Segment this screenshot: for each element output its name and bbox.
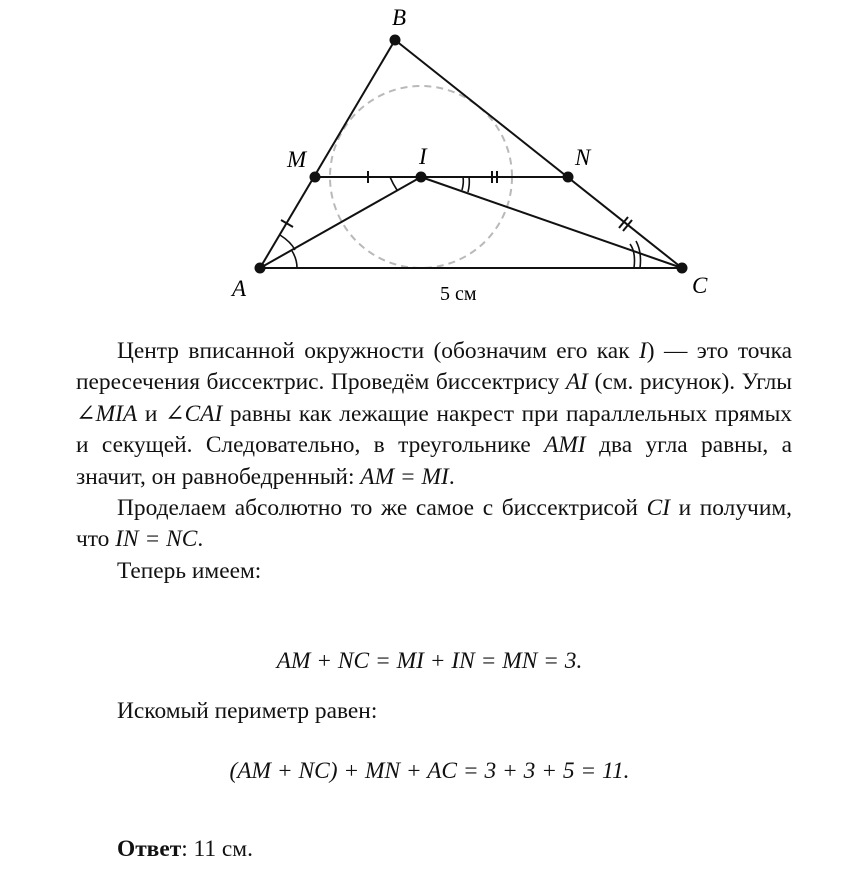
label-base-length: 5 см — [440, 283, 477, 305]
answer-label: Ответ — [117, 836, 182, 862]
point-i — [416, 172, 427, 183]
point-a — [255, 263, 266, 274]
text-run: Искомый периметр равен: — [117, 698, 378, 724]
text-run: и — [137, 400, 165, 427]
label-i: I — [419, 144, 427, 169]
label-c: C — [692, 273, 708, 298]
math-run: CI — [646, 495, 670, 522]
answer-line — [117, 836, 253, 863]
angle-arc-a-1 — [280, 235, 295, 250]
side-bc — [395, 40, 682, 268]
angle-arc-c-1 — [630, 244, 635, 268]
text-run: и получим, что — [76, 495, 792, 553]
text-run: равны как лежащие накрест при параллельных прямых и секущей. Следовательно, в треугольнике — [76, 400, 792, 459]
text-run: Центр вписанной окружности (обозначим его как — [117, 338, 639, 364]
answer-value: : 11 см. — [181, 836, 253, 862]
equation-1-text: AM + NC = MI + IN = MN = 3. — [276, 648, 583, 674]
paragraph-1 — [76, 336, 792, 493]
label-a: A — [232, 276, 247, 301]
angle-arc-i-right-2 — [468, 177, 469, 192]
math-run: IN = NC — [115, 526, 198, 553]
angle-arc-i-left — [390, 177, 397, 190]
math-run: AI — [565, 369, 588, 396]
equation-2-text: (AM + NC) + MN + AC = 3 + 3 + 5 = 11. — [229, 758, 630, 784]
equation-2 — [0, 758, 859, 785]
side-ab — [260, 40, 395, 268]
text-run: . — [448, 463, 455, 490]
angle-arc-i-right-1 — [462, 177, 463, 190]
text-run: два угла равны, а значит, он равнобедренный: — [76, 432, 792, 490]
math-run: I — [638, 338, 647, 364]
math-run: ∠MIA — [76, 400, 138, 427]
point-c — [677, 263, 688, 274]
triangle-figure — [0, 0, 859, 310]
paragraph-4-block — [76, 696, 792, 727]
paragraph-2 — [76, 493, 792, 556]
math-run: AMI — [544, 432, 586, 459]
solution-text — [76, 336, 792, 587]
angle-arc-c-2 — [636, 241, 641, 268]
paragraph-4 — [76, 696, 792, 727]
point-b — [390, 35, 401, 46]
angle-arc-a-2 — [292, 251, 297, 268]
label-n: N — [575, 145, 591, 170]
label-b: B — [392, 5, 407, 30]
bisector-ci — [421, 177, 682, 268]
equation-1 — [0, 648, 859, 675]
text-run: (см. рисунок). Углы — [587, 369, 792, 396]
label-m: M — [287, 147, 307, 172]
text-run: Теперь имеем: — [117, 557, 262, 584]
point-n — [563, 172, 574, 183]
text-run: Проделаем абсолютно то же самое с биссектрисой — [117, 495, 647, 522]
math-run: AM = MI — [360, 463, 449, 490]
point-m — [310, 172, 321, 183]
math-run: ∠CAI — [164, 400, 223, 427]
text-run: . — [197, 526, 204, 553]
text-run: ) — это точка пересечения биссектрис. Проведём биссектрису — [76, 338, 792, 396]
paragraph-3 — [76, 556, 792, 587]
